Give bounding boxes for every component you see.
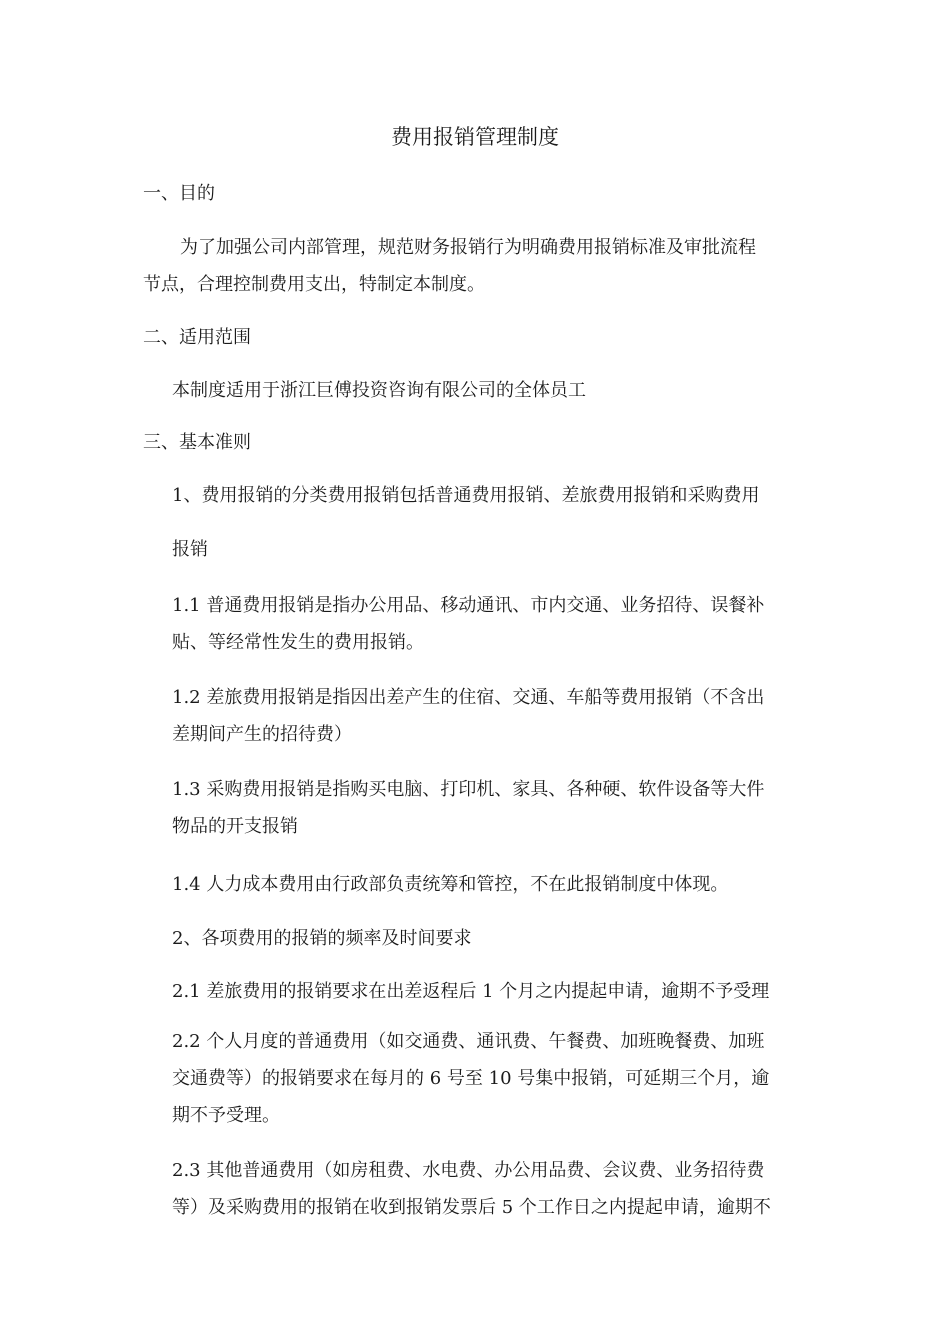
paragraph-line: 本制度适用于浙江巨傅投资咨询有限公司的全体员工: [172, 380, 586, 401]
list-item-line: 期不予受理。: [172, 1105, 280, 1126]
document-title: 费用报销管理制度: [391, 125, 559, 149]
list-item-line: 1.4 人力成本费用由行政部负责统筹和管控，不在此报销制度中体现。: [172, 874, 729, 895]
list-item-line: 2.3 其他普通费用（如房租费、水电费、办公用品费、会议费、业务招待费: [172, 1160, 765, 1181]
paragraph-line: 节点，合理控制费用支出，特制定本制度。: [143, 274, 485, 295]
list-item-line: 1.2 差旅费用报销是指因出差产生的住宿、交通、车船等费用报销（不含出: [172, 687, 765, 708]
list-item-line: 物品的开支报销: [172, 816, 298, 837]
list-item-line: 1、费用报销的分类费用报销包括普通费用报销、差旅费用报销和采购费用: [172, 485, 760, 506]
section-heading-principles: 三、基本准则: [143, 432, 251, 453]
section-heading-purpose: 一、目的: [143, 183, 215, 204]
list-item-line: 2.2 个人月度的普通费用（如交通费、通讯费、午餐费、加班晚餐费、加班: [172, 1031, 765, 1052]
list-item-line: 贴、等经常性发生的费用报销。: [172, 632, 424, 653]
list-item-line: 差期间产生的招待费）: [172, 724, 352, 745]
list-item-line: 1.3 采购费用报销是指购买电脑、打印机、家具、各种硬、软件设备等大件: [172, 779, 765, 800]
section-heading-scope: 二、适用范围: [143, 327, 251, 348]
list-item-line: 交通费等）的报销要求在每月的 6 号至 10 号集中报销，可延期三个月，逾: [172, 1068, 770, 1089]
list-item-line: 1.1 普通费用报销是指办公用品、移动通讯、市内交通、业务招待、误餐补: [172, 595, 765, 616]
list-item-line: 2、各项费用的报销的频率及时间要求: [172, 928, 472, 949]
paragraph-line: 为了加强公司内部管理，规范财务报销行为明确费用报销标准及审批流程: [180, 237, 756, 258]
list-item-line: 2.1 差旅费用的报销要求在出差返程后 1 个月之内提起申请，逾期不予受理: [172, 981, 770, 1002]
list-item-line: 等）及采购费用的报销在收到报销发票后 5 个工作日之内提起申请，逾期不: [172, 1197, 771, 1218]
list-item-line: 报销: [172, 539, 208, 560]
